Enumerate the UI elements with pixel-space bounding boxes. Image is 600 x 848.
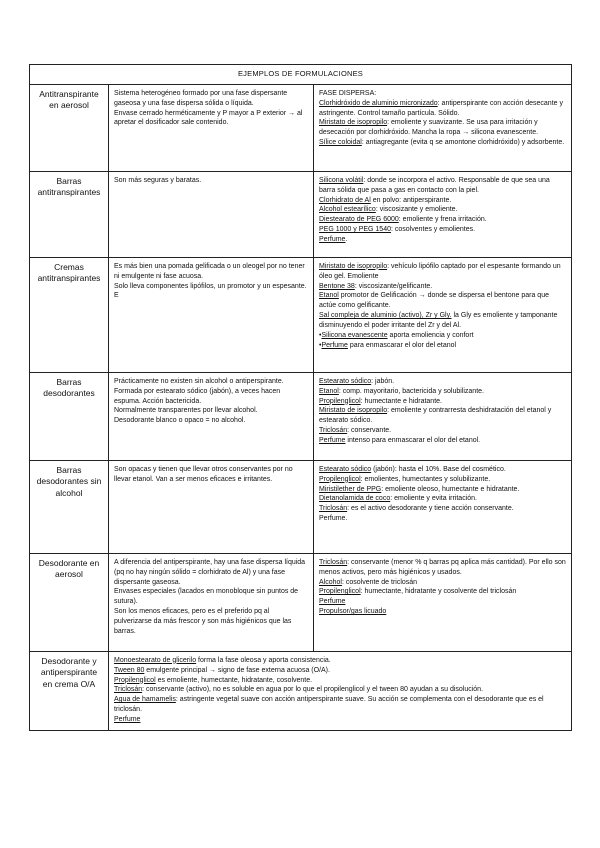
ingredients-cell (314, 553, 572, 651)
ingredient-name: Propilenglicol (319, 475, 361, 483)
ingredient-text: : conservante (activo), no es soluble en agua por lo que el propilenglicol y el tween 80 ayudan a su disolución. (142, 686, 484, 694)
ingredient-name: Alcohol (319, 578, 342, 586)
description-line: Es más bien una pomada gelificada o un oleogel por no tener ni emulgente ni fase acuosa. (114, 262, 305, 280)
ingredients-cell (314, 372, 572, 460)
ingredient-name: Monoestearato de glicerilo (114, 656, 197, 664)
ingredient-name: Perfume (321, 342, 348, 350)
ingredient-line (319, 504, 566, 514)
ingredient-line (319, 291, 566, 311)
ingredient-line (319, 607, 566, 617)
ingredient-line (319, 494, 566, 504)
description-line: Formada por estearato sódico (jabón), a veces hacen espuma. Acción bactericida. (114, 387, 281, 405)
ingredient-text: : humectante e hidratante. (360, 397, 442, 405)
ingredient-name: Silicona evanescente (321, 332, 388, 340)
ingredient-text: aporta emoliencia y confort (387, 332, 474, 340)
ingredients-cell (109, 651, 572, 730)
ingredient-line (319, 225, 566, 235)
ingredient-text: : comp. mayoritario, bactericida y solubilizante. (338, 387, 484, 395)
ingredient-text: : vehículo lipófilo captado por el espesante formando un óleo gel. Emoliente (319, 262, 561, 280)
table-row (30, 171, 572, 257)
ingredient-name: Triclosán (319, 558, 348, 566)
ingredient-line (319, 138, 566, 148)
ingredient-name: Miristato de isopropilo (319, 119, 388, 127)
ingredient-text: forma la fase oleosa y aporta consistencia. (196, 656, 331, 664)
description-line: Prácticamente no existen sin alcohol o antiperspirante. (114, 377, 284, 385)
ingredient-text: : viscosizante/gelificante. (354, 282, 433, 290)
ingredient-line (319, 436, 566, 446)
ingredient-line (319, 465, 566, 475)
ingredient-text: Perfume. (319, 515, 348, 523)
ingredient-line (319, 485, 566, 495)
ingredient-text: FASE DISPERSA: (319, 89, 377, 97)
ingredient-line (319, 205, 566, 215)
table-row (30, 84, 572, 171)
ingredient-name: Triclosán (114, 686, 143, 694)
ingredient-name: Propilenglicol (319, 588, 361, 596)
ingredient-name: Miristato de isopropilo (319, 407, 388, 415)
description-line: Normalmente transparentes por llevar alcohol. (114, 407, 258, 415)
ingredient-name: Bentone 38 (319, 282, 355, 290)
product-name: Desodorante en aerosol (30, 553, 109, 651)
ingredient-name: Sal compleja de aluminio (activo), Zr y Gly. (319, 312, 452, 320)
ingredient-line (319, 311, 566, 331)
ingredient-text: : viscosizante y emoliente. (375, 206, 458, 214)
ingredient-text: para enmascarar el olor del etanol (347, 342, 457, 350)
ingredient-text: : conservante. (347, 427, 392, 435)
description-line: Sistema heterogéneo formado por una fase dispersante gaseosa y una fase dispersa sólida o líquida. (114, 89, 288, 107)
ingredient-text: : antiperspirante con acción desecante y astringente. Control tamaño partícula. Sólido. (319, 99, 563, 117)
formulations-table (29, 64, 572, 731)
ingredient-line (114, 715, 566, 725)
ingredient-line (319, 558, 566, 578)
ingredient-line (319, 397, 566, 407)
description-line: Son más seguras y baratas. (114, 176, 202, 184)
ingredient-text: : donde se incorpora el activo. Responsable de que sea una barra sólida que pasa a gas en contacto con la piel. (319, 176, 550, 194)
description-line: Envases especiales (lacados en monobloque sin puntos de sutura). (114, 588, 299, 606)
ingredient-text: intenso para enmascarar el olor del etanol. (345, 437, 481, 445)
ingredient-name: Miristilether de PPG (319, 485, 382, 493)
table-row (30, 372, 572, 460)
ingredients-cell (314, 84, 572, 171)
product-name: Antitranspirante en aerosol (30, 84, 109, 171)
description-line: Son opacas y tienen que llevar otros conservantes por no llevar etanol. Van a ser menos eficaces e irritantes. (114, 465, 293, 483)
ingredient-name: Silicona volátil (319, 176, 364, 184)
ingredient-line (319, 426, 566, 436)
ingredients-cell (314, 171, 572, 257)
description-cell (109, 84, 314, 171)
ingredient-text: : emoliente y suavizante. Se usa para irritación y desecación por clorhidróxido. Mancha la ropa → silicona evanescente. (319, 119, 539, 137)
ingredient-name: Propilenglicol (114, 676, 156, 684)
ingredient-name: Miristato de isopropilo (319, 262, 388, 270)
ingredient-line (319, 99, 566, 119)
ingredient-name: Perfume (114, 716, 141, 724)
product-name: Barras desodorantes (30, 372, 109, 460)
ingredient-text: emulgente principal → signo de fase externa acuosa (O/A). (144, 666, 330, 674)
ingredient-name: Perfume (319, 598, 346, 606)
description-cell (109, 257, 314, 372)
description-line: Desodorante blanco o opaco = no alcohol. (114, 417, 246, 425)
ingredient-name: Tween 80 (114, 666, 145, 674)
ingredient-text: : emoliente y frena irritación. (398, 216, 487, 224)
ingredient-line (319, 475, 566, 485)
table-row (30, 553, 572, 651)
ingredient-name: Triclosán (319, 427, 348, 435)
ingredient-name: Estearato sódico (319, 465, 372, 473)
table-row (30, 651, 572, 730)
ingredient-line (319, 514, 566, 524)
ingredient-name: PEG 1000 y PEG 1540 (319, 226, 391, 234)
ingredient-name: Clorhidrato de Al (319, 196, 371, 204)
ingredient-name: Clorhidróxido de aluminio micronizado (319, 99, 438, 107)
ingredient-text: . (345, 236, 348, 244)
ingredient-name: Estearato sódico (319, 377, 372, 385)
product-name: Desodorante y antiperspirante en crema O/A (30, 651, 109, 730)
ingredient-line (319, 587, 566, 597)
ingredient-text: : astringente vegetal suave con acción antiperspirante suave. Su acción se complementa con el desodorante que es el triclosán. (114, 696, 544, 714)
ingredient-line (319, 387, 566, 397)
ingredient-text: : emolientes, humectantes y solubilizante. (360, 475, 491, 483)
ingredient-name: Alcohol estearílico (319, 206, 376, 214)
description-line: Envase cerrado herméticamente y P mayor a P exterior → al apretar el dosificador sale contenido. (114, 109, 303, 127)
description-line: Solo lleva componentes lipófilos, un promotor y un espesante. E (114, 282, 307, 300)
ingredient-line (319, 331, 566, 341)
ingredient-text: : conservante (menor % q barras pq aplica más cantidad). Por ello son menos activos, pero más higiénicos y usados. (319, 558, 566, 576)
ingredient-name: Propilenglicol (319, 397, 361, 405)
description-line: Son los menos eficaces, pero es el preferido pq al pulverizarse da más frescor y son más higiénicos que las barras. (114, 608, 292, 636)
ingredient-name: Perfume (319, 437, 346, 445)
ingredient-line (114, 685, 566, 695)
ingredient-line (319, 406, 566, 426)
description-cell (109, 372, 314, 460)
ingredient-line (114, 695, 566, 715)
ingredient-line (319, 578, 566, 588)
ingredient-line (319, 176, 566, 196)
ingredient-text: en polvo: antiperspirante. (370, 196, 452, 204)
ingredient-text: : humectante, hidratante y cosolvente del triclosán (360, 588, 517, 596)
ingredient-line (319, 262, 566, 282)
ingredient-text: : es el activo desodorante y tiene acción conservante. (347, 505, 514, 513)
description-line: A diferencia del antiperspirante, hay una fase dispersa líquida (pq no hay ningún sólido = clorhidrato de Al) y una fase dispersante gaseosa. (114, 558, 306, 586)
table-title: EJEMPLOS DE FORMULACIONES (30, 65, 572, 85)
ingredient-name: Sílice coloidal (319, 139, 362, 147)
ingredient-line (114, 656, 566, 666)
ingredients-cell (314, 257, 572, 372)
description-cell (109, 171, 314, 257)
ingredient-name: Triclosán (319, 505, 348, 513)
ingredient-text: : cosolventes y emolientes. (391, 226, 476, 234)
description-cell (109, 460, 314, 553)
ingredient-line (319, 282, 566, 292)
ingredients-cell (314, 460, 572, 553)
table-row (30, 257, 572, 372)
ingredient-line (319, 215, 566, 225)
ingredient-name: Dietanolamida de coco (319, 495, 391, 503)
ingredient-name: Agua de hamamelis (114, 696, 176, 704)
title-row (30, 65, 572, 85)
description-cell (109, 553, 314, 651)
ingredient-name: Etanol (319, 387, 339, 395)
ingredient-line (319, 89, 566, 99)
ingredient-text: : cosolvente de triclosán (341, 578, 418, 586)
ingredient-text: promotor de Gelificación → donde se dispersa el bentone para que actúe como gelificante. (319, 292, 549, 310)
product-name: Cremas antitranspirantes (30, 257, 109, 372)
product-name: Barras desodorantes sin alcohol (30, 460, 109, 553)
ingredient-text: : emoliente oleoso, humectante e hidratante. (381, 485, 520, 493)
ingredient-name: Diestearato de PEG 6000 (319, 216, 399, 224)
ingredient-name: Etanol (319, 292, 339, 300)
table-row (30, 460, 572, 553)
ingredient-text: la Gly es emoliente y tamponante disminuyendo el poder irritante del Zr y del Al. (319, 312, 558, 330)
ingredient-text: : antiagregante (evita q se amontone clorhidróxido) y adsorbente. (361, 139, 565, 147)
ingredient-text: es emoliente, humectante, hidratante, cosolvente. (155, 676, 313, 684)
ingredient-line (114, 666, 566, 676)
product-name: Barras antitranspirantes (30, 171, 109, 257)
ingredient-line (319, 118, 566, 138)
ingredient-line (319, 377, 566, 387)
ingredient-name: Propulsor/gas licuado (319, 608, 387, 616)
ingredient-line (319, 341, 566, 351)
ingredient-text: : emoliente y evita irritación. (390, 495, 477, 503)
ingredient-line (319, 597, 566, 607)
ingredient-text: (jabón): hasta el 10%. Base del cosmético. (371, 465, 506, 473)
ingredient-line (319, 235, 566, 245)
ingredient-name: Perfume (319, 236, 346, 244)
ingredient-text: : emoliente y contrarresta deshidratación del etanol y estearato sódico. (319, 407, 552, 425)
ingredient-line (114, 676, 566, 686)
ingredient-text: : jabón. (371, 377, 395, 385)
ingredient-line (319, 196, 566, 206)
